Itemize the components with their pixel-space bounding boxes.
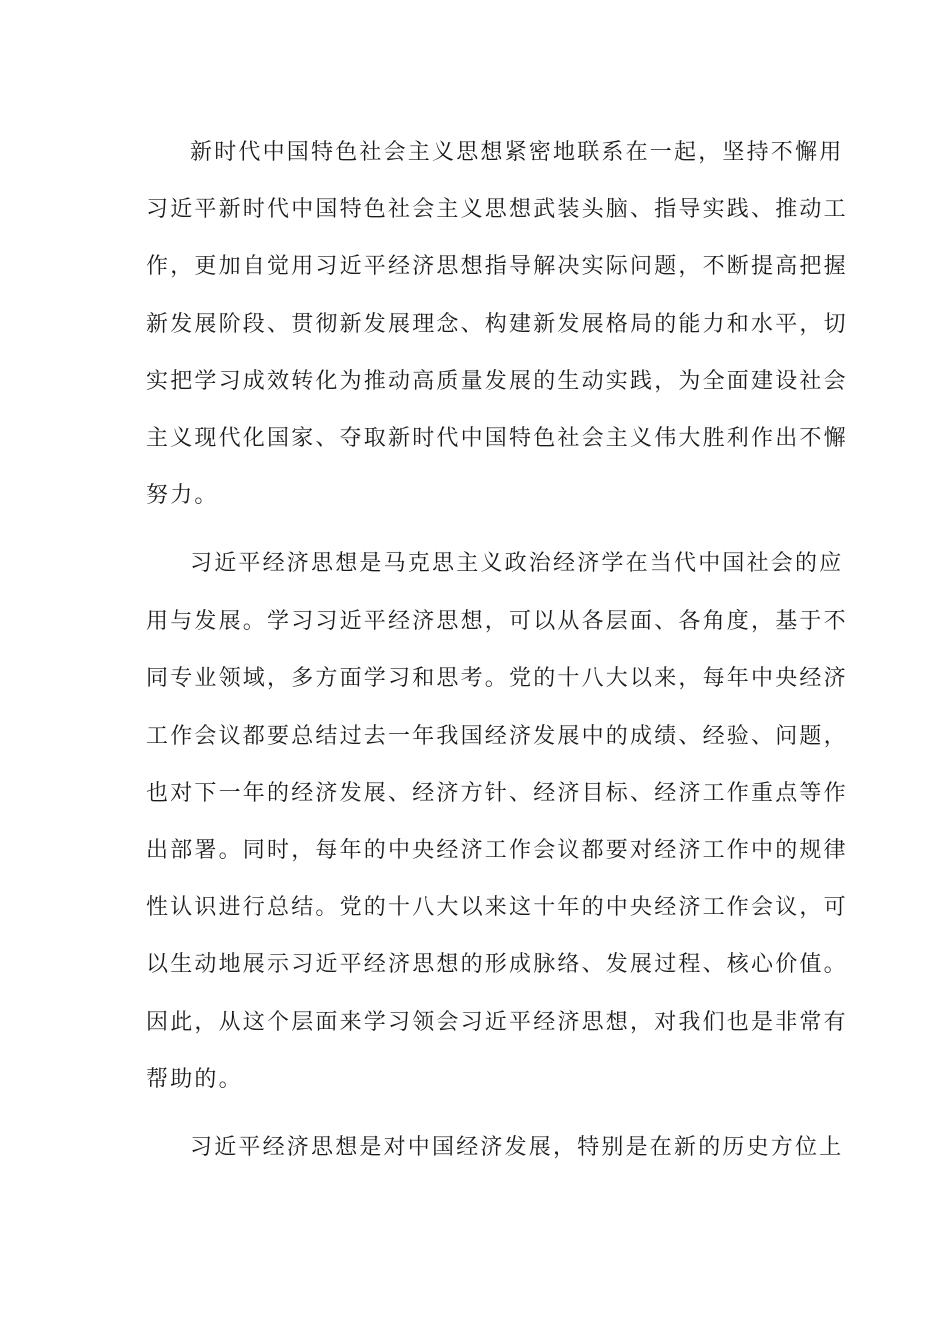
paragraph-2-line-7: 性认识进行总结。党的十八大以来这十年的中央经济工作会议，可 — [146, 895, 848, 920]
paragraph-1-line-1: 新时代中国特色社会主义思想紧密地联系在一起，坚持不懈用 — [190, 140, 844, 165]
paragraph-1-line-3: 作，更加自觉用习近平经济思想指导解决实际问题，不断提高把握 — [146, 254, 848, 279]
paragraph-1-line-4: 新发展阶段、贯彻新发展理念、构建新发展格局的能力和水平，切 — [146, 312, 848, 337]
paragraph-2-line-9: 因此，从这个层面来学习领会习近平经济思想，对我们也是非常有 — [146, 1010, 848, 1035]
paragraph-2-line-10: 帮助的。 — [146, 1067, 243, 1092]
paragraph-1-line-7: 努力。 — [146, 483, 219, 508]
paragraph-2-line-4: 工作会议都要总结过去一年我国经济发展中的成绩、经验、问题， — [146, 724, 848, 749]
paragraph-2-line-2: 用与发展。学习习近平经济思想，可以从各层面、各角度，基于不 — [146, 609, 848, 634]
paragraph-1-line-5: 实把学习成效转化为推动高质量发展的生动实践，为全面建设社会 — [146, 369, 848, 394]
paragraph-1-line-2: 习近平新时代中国特色社会主义思想武装头脑、指导实践、推动工 — [146, 197, 848, 222]
paragraph-1-line-6: 主义现代化国家、夺取新时代中国特色社会主义伟大胜利作出不懈 — [146, 426, 848, 451]
paragraph-2-line-8: 以生动地展示习近平经济思想的形成脉络、发展过程、核心价值。 — [146, 952, 848, 977]
paragraph-2-line-6: 出部署。同时，每年的中央经济工作会议都要对经济工作中的规律 — [146, 838, 848, 863]
paragraph-3-line-1: 习近平经济思想是对中国经济发展，特别是在新的历史方位上 — [190, 1135, 844, 1160]
paragraph-2-line-5: 也对下一年的经济发展、经济方针、经济目标、经济工作重点等作 — [146, 781, 848, 806]
paragraph-2-line-3: 同专业领域，多方面学习和思考。党的十八大以来，每年中央经济 — [146, 666, 848, 691]
paragraph-2-line-1: 习近平经济思想是马克思主义政治经济学在当代中国社会的应 — [190, 551, 844, 576]
